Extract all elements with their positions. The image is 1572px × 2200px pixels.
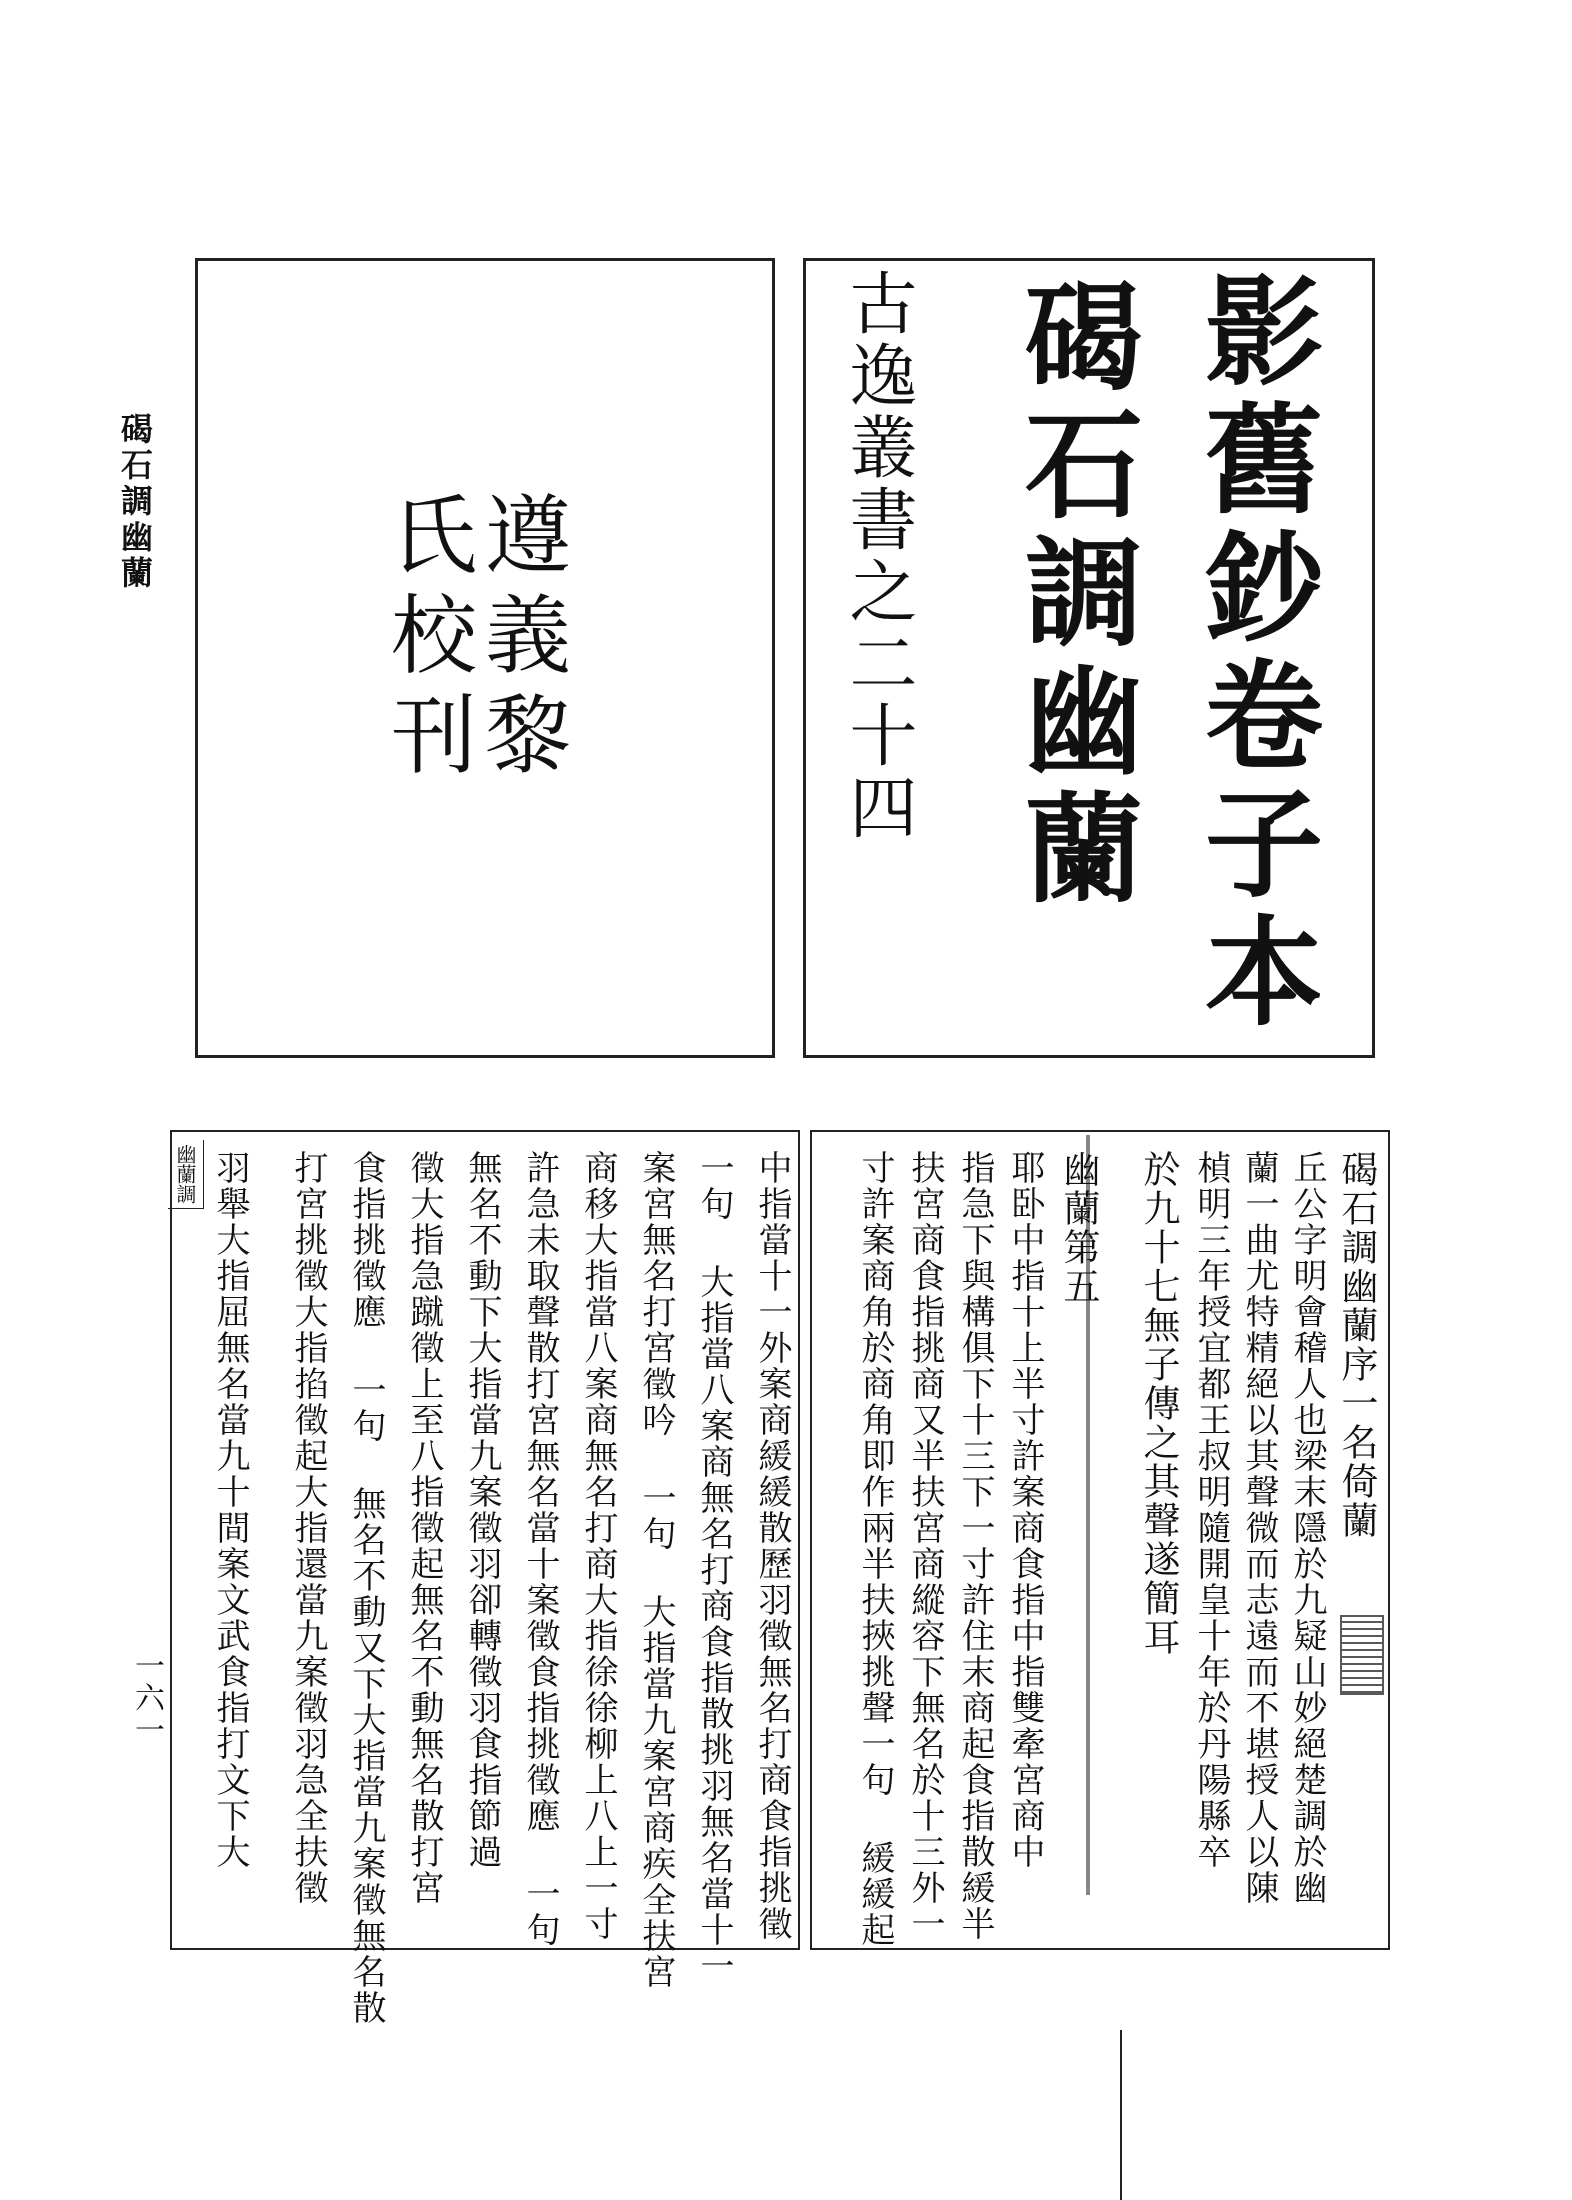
running-title: 碣石調幽蘭: [116, 412, 154, 592]
collector-seal-icon: [1340, 1615, 1384, 1695]
manuscript-column: 食指挑徵應 一句 無名不動又下大指當九案徵無名散: [346, 1150, 386, 2026]
manuscript-column: 一句 大指當八案商無名打商食指散挑羽無名當十一: [694, 1150, 734, 1984]
page-number: 一六一: [129, 1650, 164, 1746]
manuscript-column: 商移大指當八案商無名打商大指徐徐柳上八上一寸: [578, 1150, 618, 1942]
manuscript-column: 寸許案商角於商角即作兩半扶挾挑聲一句 緩緩起: [855, 1150, 895, 1948]
publisher-line-1: 遵義黎: [470, 490, 570, 790]
manuscript-column: 打宮挑徵大指掐徵起大指還當九案徵羽急全扶徵: [288, 1150, 328, 1906]
manuscript-column: 案宮無名打宮徵吟 一句 大指當九案宮商疾全扶宮: [636, 1150, 676, 1990]
manuscript-column: 蘭一曲尤特精絕以其聲微而志遠而不堪授人以陳: [1239, 1150, 1279, 1906]
series-title: 古逸叢書之二十四: [838, 268, 917, 844]
manuscript-column: 楨明三年授宜都王叔明隨開皇十年於丹陽縣卒: [1191, 1150, 1231, 1870]
manuscript-column: 徵大指急蹴徵上至八指徵起無名不動無名散打宮: [404, 1150, 444, 1906]
manuscript-column: 許急未取聲散打宮無名當十案徵食指挑徵應 一句: [520, 1150, 560, 1948]
scroll-tab-label: 幽蘭調: [168, 1140, 204, 1209]
manuscript-column: 碣石調幽蘭序一名倚蘭: [1335, 1150, 1378, 1540]
manuscript-column: 無名不動下大指當九案徵羽卻轉徵羽食指節過: [462, 1150, 502, 1870]
manuscript-column: 中指當十一外案商緩緩散歷羽徵無名打商食指挑徵: [752, 1150, 792, 1942]
main-title-line-2: 碣石調幽蘭: [1005, 275, 1144, 915]
binding-rule: [1120, 2030, 1122, 2200]
manuscript-column: 幽蘭第五: [1057, 1150, 1100, 1306]
manuscript-column: 羽舉大指屈無名當九十間案文武食指打文下大: [210, 1150, 250, 1870]
manuscript-column: 耶卧中指十上半寸許案商食指中指雙牽宮商中: [1005, 1150, 1045, 1870]
main-title-line-1: 影舊鈔卷子本: [1185, 270, 1324, 1038]
manuscript-column: 指急下與構俱下十三下一寸許住末商起食指散緩半: [955, 1150, 995, 1942]
manuscript-column: 丘公字明會稽人也梁末隱於九疑山妙絕楚調於幽: [1287, 1150, 1327, 1906]
manuscript-column: 於九十七無子傳之其聲遂簡耳: [1137, 1150, 1180, 1657]
publisher-line-2: 氏校刊: [376, 490, 476, 790]
manuscript-column: 扶宮商食指挑商又半扶宮商縱容下無名於十三外一: [905, 1150, 945, 1942]
